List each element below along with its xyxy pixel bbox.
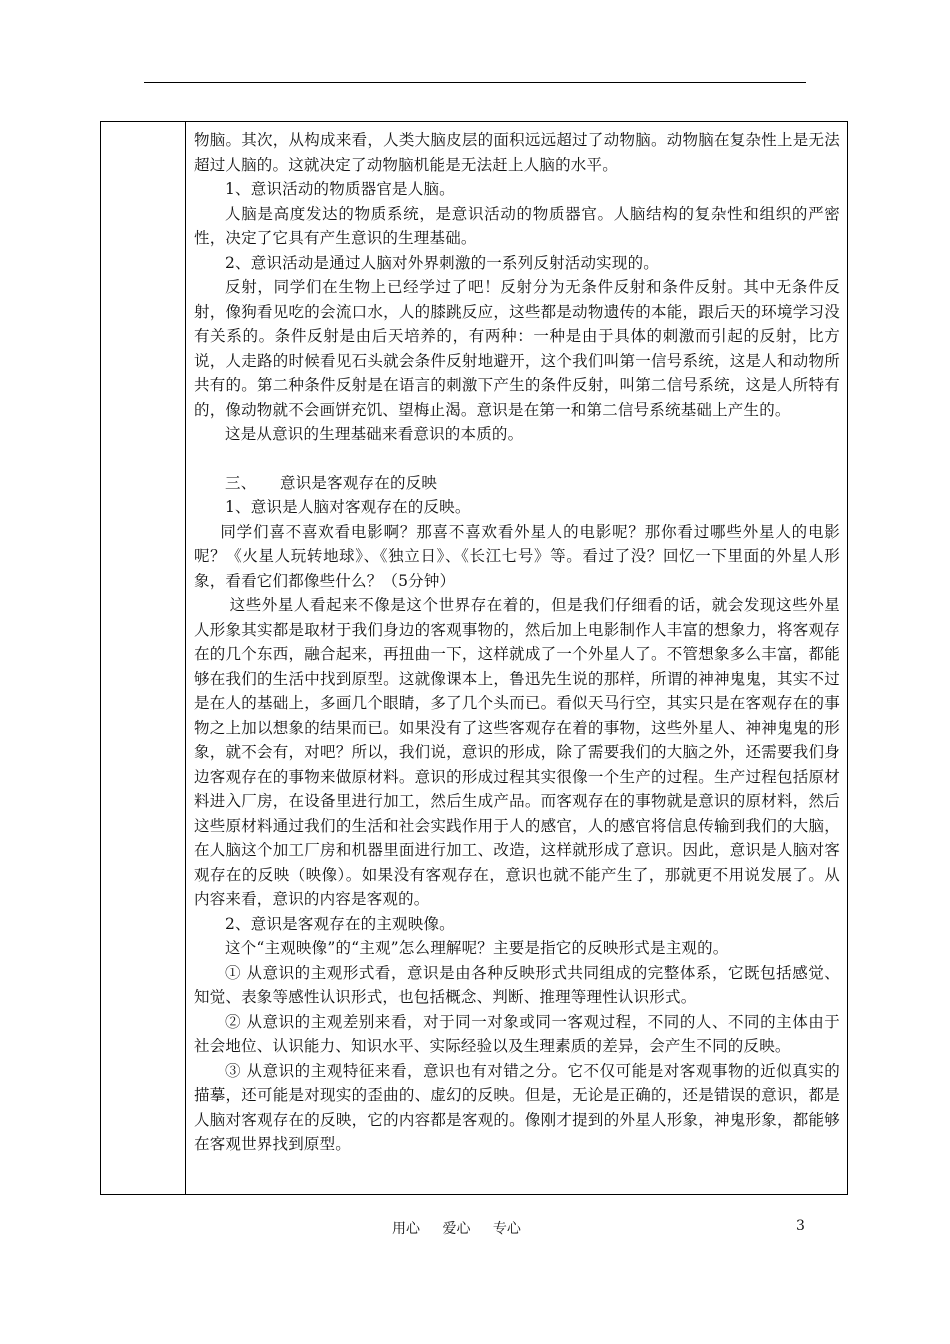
lesson-table xyxy=(100,121,848,1195)
paragraph: 这个“主观映像”的“主观”怎么理解呢？主要是指它的反映形式是主观的。 xyxy=(225,939,729,957)
paragraph: 这些外星人看起来不像是这个世界存在着的，但是我们仔细看的话，就会发现这些外星人形象其实都是取材于我们身边的客观事物的，然后加上电影制作人丰富的想象力，将客观存在的几个东西，融合起来，再扭曲一下，这样就成了一个外星人了。不管想象多么丰富，都能够在我们的生活中找到原型。这就像课本上，鲁迅先生说的那样，所谓的神神鬼鬼，其实不过是在人的基础上，多画几个眼睛，多了几个头而已。看似天马行空，其实只是在客观存在的事物之上加以想象的结果而已。如果没有了这些客观存在着的事物，这些外星人、神神鬼鬼的形象，就不会有，对吧？所以，我们说，意识的形成，除了需要我们的大脑之外，还需要我们身边客观存在的事物来做原材料。意识的形成过程其实很像一个生产的过程。生产过程包括原材料进入厂房，在设备里进行加工，然后生成产品。而客观存在的事物就是意识的原材料，然后这些原材料通过我们的生活和社会实践作用于人的感官，人的感官将信息传输到我们的大脑，在人脑这个加工厂房和机器里面进行加工、改造，这样就形成了意识。因此，意识是人脑对客观存在的反映（映像）。如果没有客观存在，意识也就不能产生了，那就更不用说发展了。从内容来看，意识的内容是客观的。 xyxy=(194,596,840,908)
paragraph-continuation: 物脑。其次，从构成来看，人类大脑皮层的面积远远超过了动物脑。动物脑在复杂性上是无法超过人脑的。这就决定了动物脑机能是无法赶上人脑的水平。 xyxy=(194,131,840,174)
lesson-content-cell xyxy=(194,128,840,1157)
point-heading-1: 1、意识活动的物质器官是人脑。 xyxy=(225,180,455,198)
list-item-circled-3: ③ 从意识的主观特征来看，意识也有对错之分。它不仅可能是对客观事物的近似真实的描摹，还可能是对现实的歪曲的、虚幻的反映。但是，无论是正确的，还是错误的意识，都是人脑对客观存在的反映，它的内容都是客观的。像刚才提到的外星人形象，神鬼形象，都能够在客观世界找到原型。 xyxy=(194,1061,840,1153)
list-item-circled-1: ① 从意识的主观形式看，意识是由各种反映形式共同组成的完整体系，它既包括感觉、知觉、表象等感性认识形式，也包括概念、判断、推理等理性认识形式。 xyxy=(194,963,840,1006)
header-rule xyxy=(144,82,806,83)
point-heading-1: 1、意识是人脑对客观存在的反映。 xyxy=(225,498,471,516)
paragraph: 同学们喜不喜欢看电影啊？那喜不喜欢看外星人的电影呢？那你看过哪些外星人的电影呢？《火星人玩转地球》、《独立日》、《长江七号》等。看过了没？回忆一下里面的外星人形象，看看它们都像些什么？（5分钟） xyxy=(194,522,840,590)
footer-motto: 用心 爱心 专心 xyxy=(392,1221,521,1237)
paragraph: 这是从意识的生理基础来看意识的本质的。 xyxy=(225,425,524,443)
section-heading-3: 三、 意识是客观存在的反映 xyxy=(225,473,438,492)
table-column-divider xyxy=(185,122,186,1194)
paragraph: 人脑是高度发达的物质系统，是意识活动的物质器官。人脑结构的复杂性和组织的严密性，决定了它具有产生意识的生理基础。 xyxy=(194,204,840,247)
point-heading-2: 2、意识活动是通过人脑对外界刺激的一系列反射活动实现的。 xyxy=(225,253,659,272)
list-item-circled-2: ② 从意识的主观差别来看，对于同一对象或同一客观过程，不同的人、不同的主体由于社会地位、认识能力、知识水平、实际经验以及生理素质的差异，会产生不同的反映。 xyxy=(194,1012,840,1055)
paragraph: 反射，同学们在生物上已经学过了吧！反射分为无条件反射和条件反射。其中无条件反射，像狗看见吃的会流口水，人的膝跳反应，这些都是动物遗传的本能，跟后天的环境学习没有关系的。条件反射是由后天培养的，有两种：一种是由于具体的刺激而引起的反射，比方说，人走路的时候看见石头就会条件反射地避开，这个我们叫第一信号系统，这是人和动物所共有的。第二种条件反射是在语言的刺激下产生的条件反射，叫第二信号系统，这是人所特有的，像动物就不会画饼充饥、望梅止渴。意识是在第一和第二信号系统基础上产生的。 xyxy=(194,278,840,419)
blank-line xyxy=(194,447,840,471)
page-number: 3 xyxy=(796,1218,805,1234)
point-heading-2: 2、意识是客观存在的主观映像。 xyxy=(225,914,455,933)
